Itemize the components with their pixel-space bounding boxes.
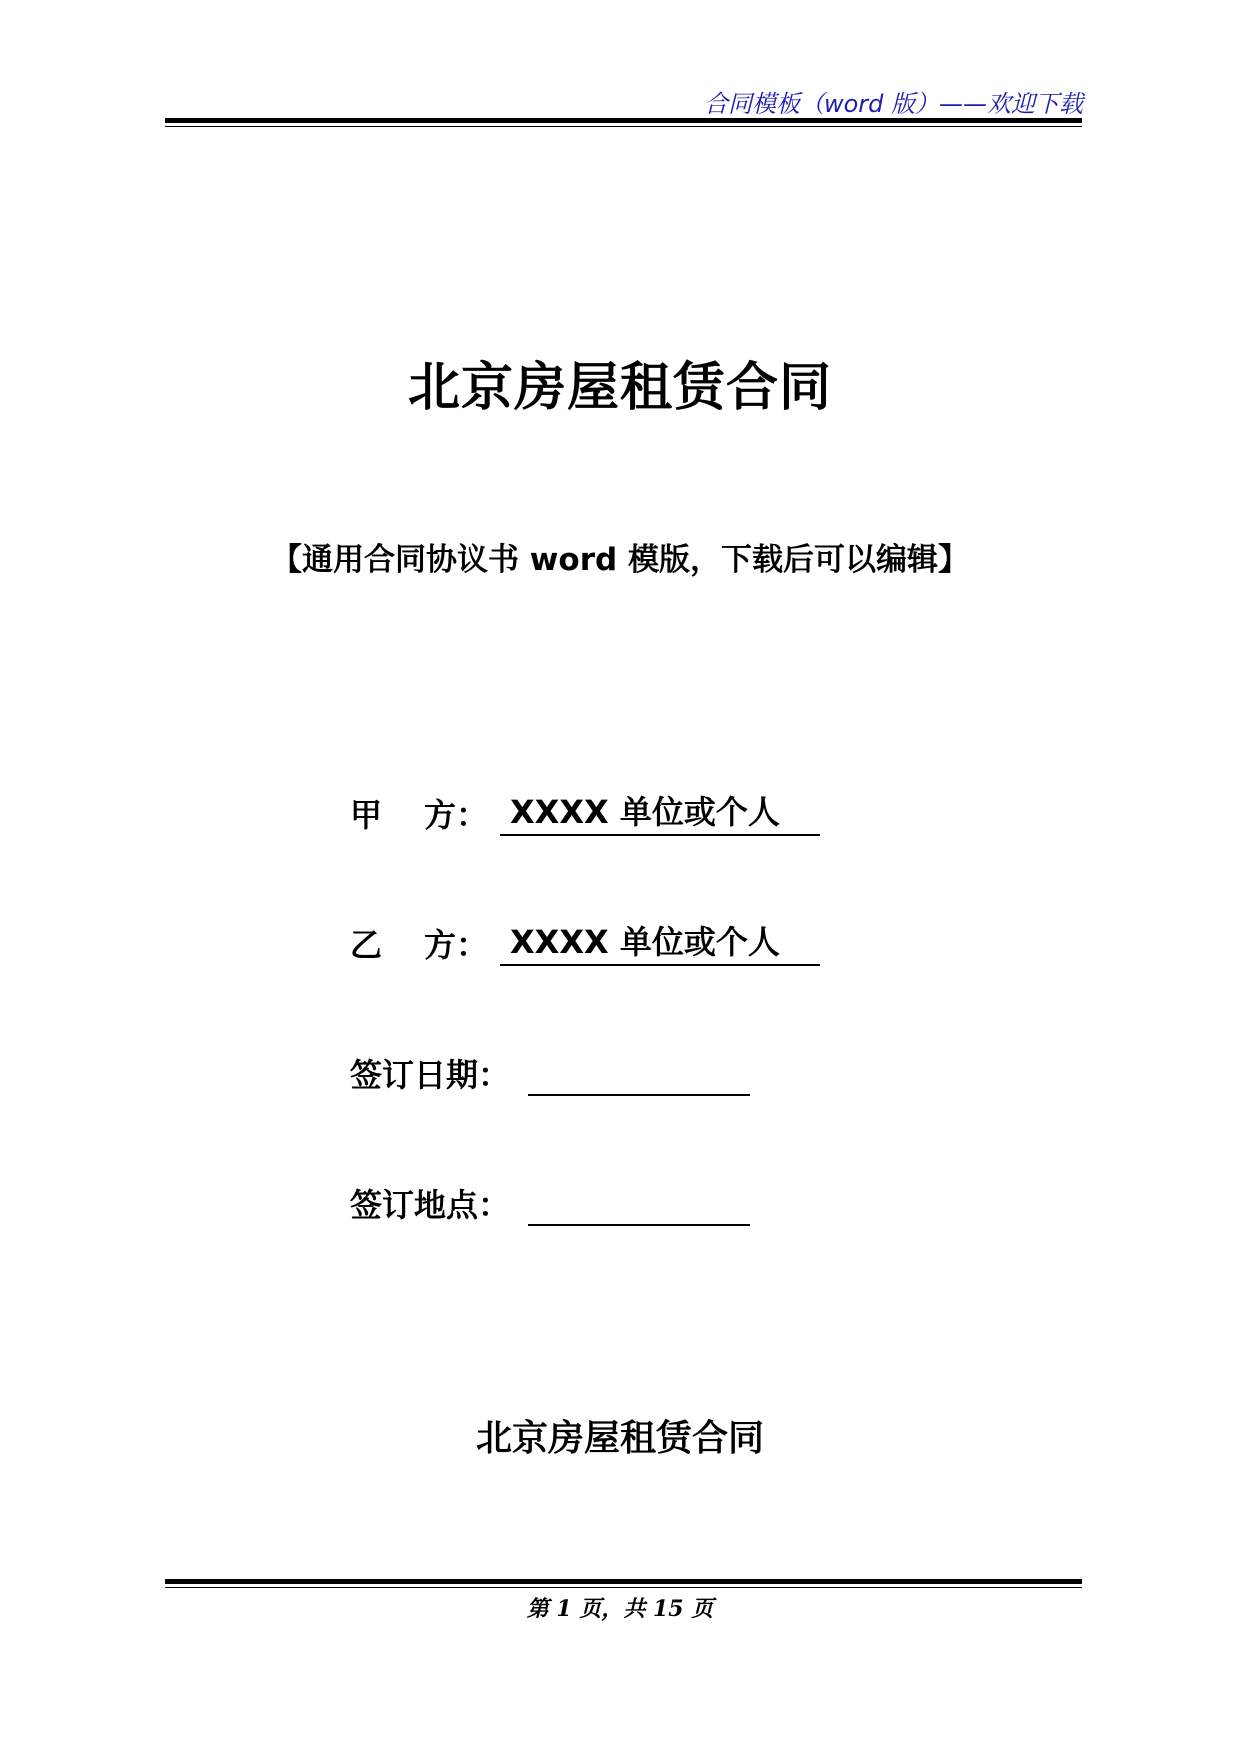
party-a-label-char1: 甲 — [350, 796, 383, 834]
document-title: 北京房屋租赁合同 — [407, 358, 832, 418]
footer-rule-thick — [165, 1579, 1082, 1584]
header-rule-thick — [165, 118, 1082, 123]
sign-place-label: 签订地点： — [350, 1186, 511, 1224]
page-header-text: 合同模板（word 版）——欢迎下载 — [703, 90, 1083, 118]
sign-date-label: 签订日期： — [350, 1056, 511, 1094]
document-subtitle: 【通用合同协议书 word 模版，下载后可以编辑】 — [271, 542, 969, 578]
sign-place-field — [350, 1180, 750, 1226]
party-a-label — [350, 790, 500, 836]
sign-date-blank — [528, 1054, 750, 1096]
party-b-label — [350, 920, 500, 966]
party-b-value: XXXX 单位或个人 — [500, 920, 820, 966]
sign-place-blank — [528, 1184, 750, 1226]
header-rule-thin — [165, 126, 1082, 127]
page-number-footer: 第 1 页，共 15 页 — [526, 1596, 714, 1622]
party-a-field — [350, 790, 820, 836]
party-b-label-char2: 方： — [424, 926, 489, 964]
bottom-title: 北京房屋租赁合同 — [475, 1418, 764, 1459]
party-b-label-char1: 乙 — [350, 926, 383, 964]
party-b-field — [350, 920, 820, 966]
party-a-value: XXXX 单位或个人 — [500, 790, 820, 836]
party-a-label-char2: 方： — [424, 796, 489, 834]
footer-rule-thin — [165, 1587, 1082, 1588]
sign-date-field — [350, 1050, 750, 1096]
